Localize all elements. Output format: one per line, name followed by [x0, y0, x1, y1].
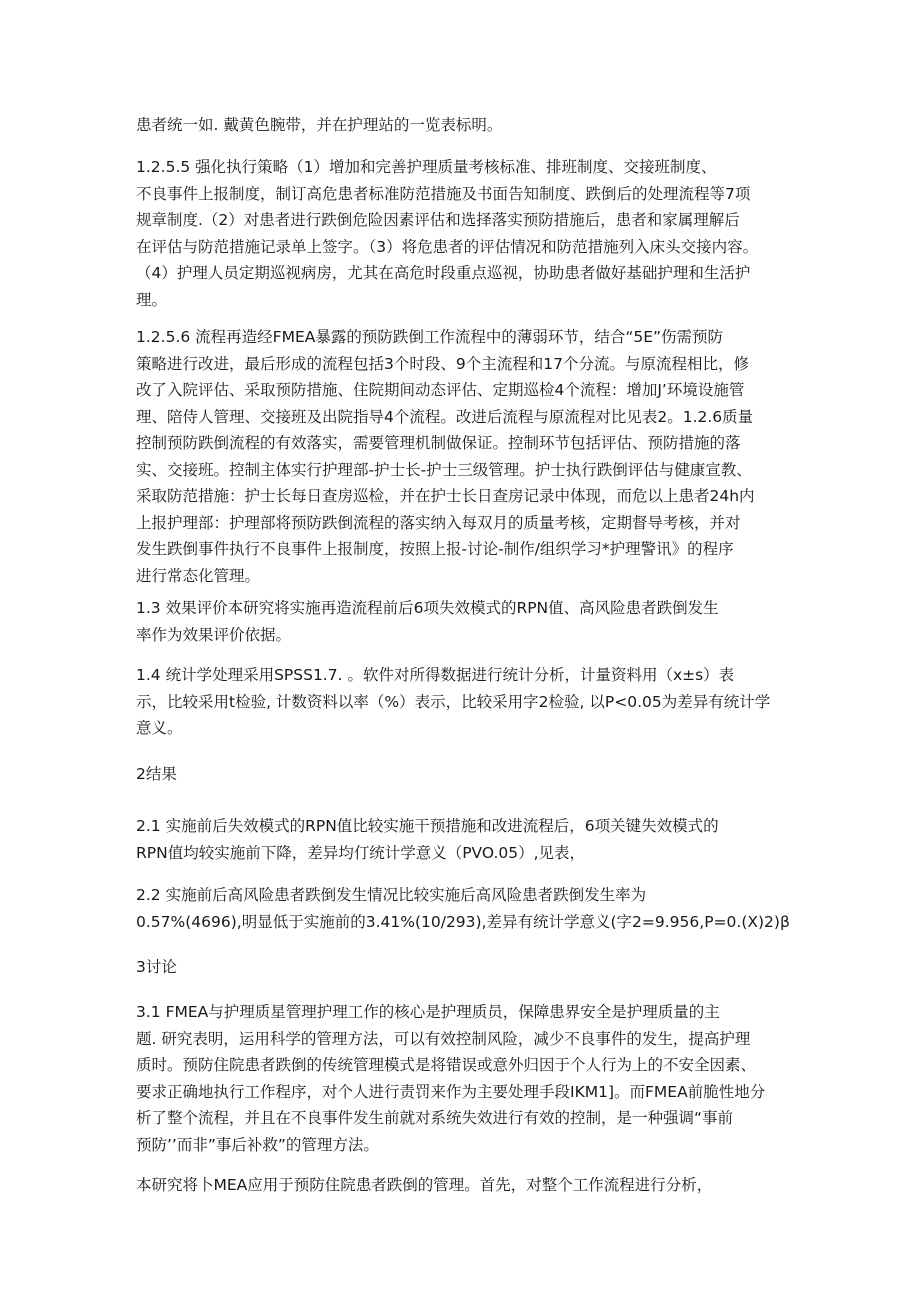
section-heading-discussion: 3讨论	[136, 958, 177, 976]
paragraph-1-3: 1.3 效果评价本研究将实施再造流程前后6项失效模式的RPN值、高风险患者跌倒发生 率作为效果评价依据。	[136, 599, 719, 644]
paragraph-1-2-5-6: 1.2.5.6 流程再造经FMEA暴露的预防跌倒工作流程中的薄弱环节，结合“5E”伤需预防 策略进行改进，最后形成的流程包括3个时段、9个主流程和17个分流。与原流程相比，修 改了入院评估、采取预防措施、住院期间动态评估、定期巡检4个流程：增加J’环境设施管 理、陪侍人管理、交接班及出院指导4个流程。改进后流程与原流程对比见表2。1.2.6质量 控制预防跌倒流程的有效落实，需要管理机制做保证。控制环节包括评估、预防措施的落 实、交接班。控制主体实行护理部-护士长-护士三级管理。护士执行跌倒评估与健康宣教、 采取防范措施：护士长每日查房巡检，并在护士长日查房记录中体现，而危以上患者24h内 上报护理部：护理部将预防跌倒流程的落实纳入每双月的质量考核，定期督导考核，并对 发生跌倒事件执行不良事件上报制度，按照上报-讨论-制作/组织学习*护理警讯》的程序 进行常态化管理。	[136, 328, 755, 585]
paragraph-1-4: 1.4 统计学处理采用SPSS1.7. 。软件对所得数据进行统计分析，计量资料用（x±s）表 示，比较采用t检验, 计数资料以率（%）表示，比较采用字2检验, 以P<0.05为差异有统计学 意义。	[136, 666, 771, 737]
paragraph-intro: 患者统一如. 戴黄色腕带，并在护理站的一览表标明。	[136, 116, 503, 134]
paragraph-3-1: 3.1 FMEA与护理质星管理护理工作的核心是护理质员，保障患界安全是护理质量的主 题. 研究表明，运用科学的管理方法，可以有效控制风险，减少不良事件的发生，提高护理 质时。预防住院患者跌倒的传统管理模式是将错误或意外归因于个人行为上的不安全因素、 要求正确地执行工作程序，对个人进行责罚来作为主要处理手段IKM1]。而FMEA前脆性地分 析了整个流程，并且在不良事件发生前就对系统失效进行有效的控制，是一种强调“事前 预防’’而非”事后补救”的管理方法。	[136, 1003, 766, 1154]
section-heading-results: 2结果	[136, 765, 177, 783]
paragraph-1-2-5-5: 1.2.5.5 强化执行策略（1）增加和完善护理质量考核标准、排班制度、交接班制度、 不良事件上报制度，制订高危患者标准防范措施及书面告知制度、跌倒后的处理流程等7项 规章制度.（2）对患者进行跌倒危险因素评估和选择落实预防措施后，患者和家属理解后 在评估与防范措施记录单上签字。（3）将危患者的评估情况和防范措施列入床头交接内容。 （4）护理人员定期巡视病房，尤其在高危时段重点巡视，协助患者做好基础护理和生活护 理。	[136, 158, 759, 309]
paragraph-2-1: 2.1 实施前后失效模式的RPN值比较实施干预措施和改进流程后，6项关键失效模式的 RPN值均较实施前下降，差异均仃统计学意义（PVO.05）,见表，	[136, 817, 719, 862]
paragraph-2-2: 2.2 实施前后高风险患者跌倒发生情况比较实施后高风险患者跌倒发生率为 0.57%(4696),明显低于实施前的3.41%(10/293),差异有统计学意义(字2=9.956,P=0.(X)2)β	[136, 886, 790, 931]
paragraph-closing: 本研究将卜MEA应用于预防住院患者跌倒的管理。首先，对整个工作流程进行分析，	[136, 1176, 713, 1194]
